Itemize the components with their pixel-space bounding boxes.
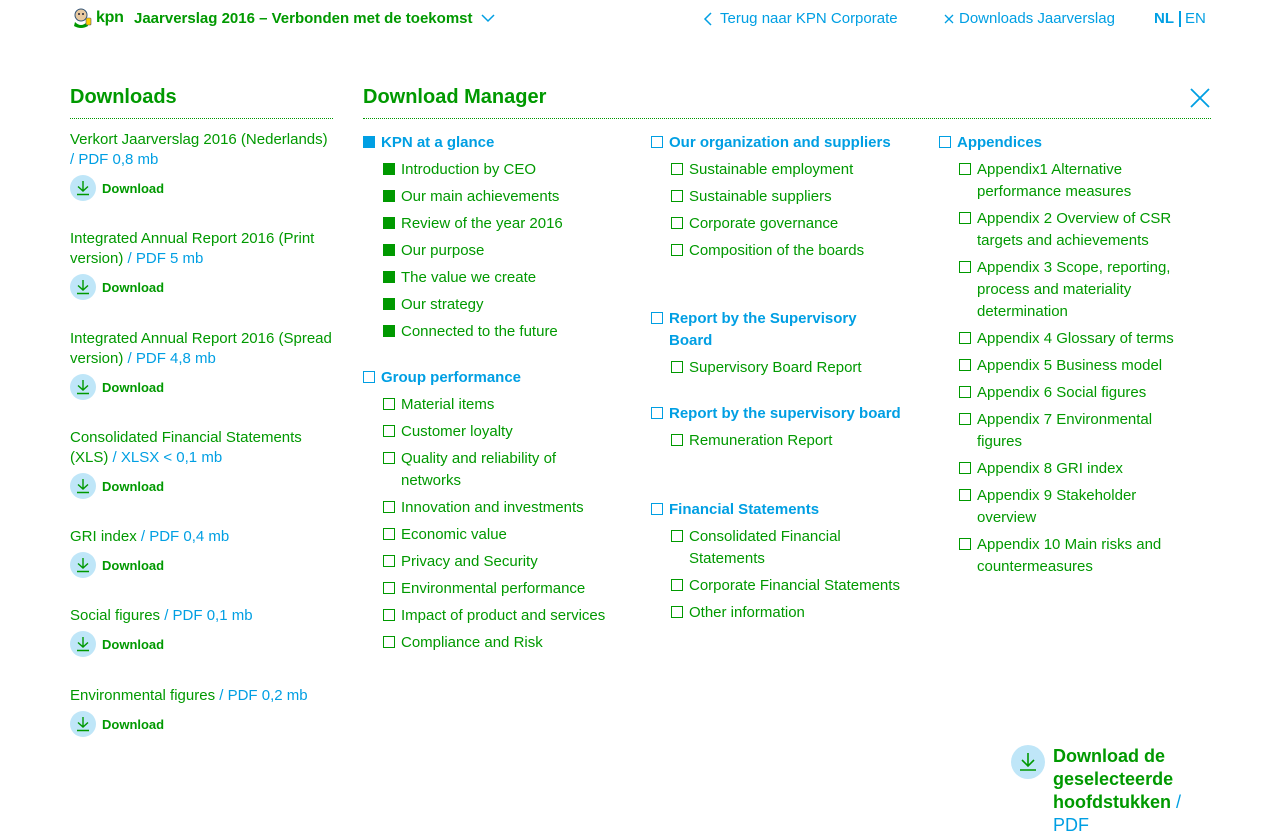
download-button-label: Download xyxy=(102,279,165,295)
section-checkbox-row[interactable] xyxy=(651,213,901,235)
section-checkbox-row[interactable] xyxy=(363,267,613,289)
download-button[interactable] xyxy=(70,175,333,201)
download-item-meta: / XLSX < 0,1 mb xyxy=(108,449,223,466)
section-checkbox[interactable] xyxy=(671,606,683,618)
section-label: Privacy and Security xyxy=(401,553,538,570)
section-label: Customer loyalty xyxy=(401,423,513,440)
download-item-title: Social figures xyxy=(70,607,161,624)
section-label: Introduction by CEO xyxy=(401,161,537,178)
section-checkbox-row[interactable] xyxy=(363,159,613,181)
download-item-meta: / PDF 0,2 mb xyxy=(215,687,308,704)
section-label: Compliance and Risk xyxy=(401,634,543,651)
chapter-checkbox[interactable] xyxy=(363,371,375,383)
section-checkbox[interactable] xyxy=(383,298,395,310)
section-checkbox[interactable] xyxy=(671,579,683,591)
download-item-name xyxy=(70,329,333,369)
section-label: Appendix 7 Environmental figures xyxy=(977,411,1153,450)
section-checkbox[interactable] xyxy=(383,425,395,437)
lang-divider xyxy=(1179,11,1181,27)
download-selected-meta: / PDF xyxy=(1053,792,1182,835)
kpn-mascot-icon xyxy=(70,6,94,30)
section-checkbox-row[interactable] xyxy=(363,605,613,627)
chapter-checkbox[interactable] xyxy=(651,407,663,419)
section-label: Appendix 9 Stakeholder overview xyxy=(977,487,1137,526)
download-icon xyxy=(70,552,96,578)
section-checkbox[interactable] xyxy=(383,325,395,337)
section-checkbox[interactable] xyxy=(671,217,683,229)
download-item xyxy=(70,527,333,578)
download-item-title: Consolidated Financial Statements (XLS) xyxy=(70,429,302,466)
section-checkbox[interactable] xyxy=(671,190,683,202)
section-checkbox[interactable] xyxy=(383,244,395,256)
download-item xyxy=(70,130,333,201)
section-checkbox[interactable] xyxy=(383,163,395,175)
download-button-label: Download xyxy=(102,478,165,494)
section-label: Supervisory Board Report xyxy=(689,359,862,376)
download-button-label: Download xyxy=(102,636,165,652)
section-label: Connected to the future xyxy=(401,323,558,340)
chevron-left-icon xyxy=(704,12,712,26)
lang-nl[interactable]: NL xyxy=(1154,10,1174,27)
section-checkbox[interactable] xyxy=(383,636,395,648)
section-label: Environmental performance xyxy=(401,580,586,597)
chapter-checkbox-row[interactable] xyxy=(939,132,1189,154)
section-label: Appendix 3 Scope, reporting, process and materiality determination xyxy=(977,259,1171,320)
chapter-title: Financial Statements xyxy=(669,501,820,518)
chapter-group xyxy=(651,403,901,452)
section-checkbox[interactable] xyxy=(959,212,971,224)
section-checkbox-row[interactable] xyxy=(939,458,1189,480)
download-item-name xyxy=(70,428,333,468)
download-button[interactable] xyxy=(70,274,333,300)
chapter-checkbox-row[interactable] xyxy=(363,367,613,389)
section-label: Appendix 10 Main risks and countermeasures xyxy=(977,536,1162,575)
download-button-label: Download xyxy=(102,716,165,732)
download-item xyxy=(70,329,333,400)
section-checkbox-row[interactable] xyxy=(363,394,613,416)
section-checkbox-row[interactable] xyxy=(651,575,901,597)
section-checkbox-row[interactable] xyxy=(363,632,613,654)
section-checkbox-row[interactable] xyxy=(363,421,613,443)
section-checkbox-row[interactable] xyxy=(363,186,613,208)
download-item-meta: / PDF 0,8 mb xyxy=(70,151,159,168)
section-checkbox[interactable] xyxy=(383,528,395,540)
section-checkbox-row[interactable] xyxy=(939,409,1189,453)
section-checkbox[interactable] xyxy=(959,163,971,175)
section-label: Review of the year 2016 xyxy=(401,215,563,232)
download-item xyxy=(70,686,333,737)
chapter-title: Report by the supervisory board xyxy=(669,405,901,422)
back-to-corporate-link[interactable] xyxy=(704,10,898,27)
download-icon xyxy=(70,374,96,400)
section-checkbox-row[interactable] xyxy=(939,328,1189,350)
downloads-panel xyxy=(70,86,333,119)
close-icon xyxy=(944,14,954,24)
section-checkbox-row[interactable] xyxy=(363,321,613,343)
section-checkbox-row[interactable] xyxy=(651,159,901,181)
download-item-meta: / PDF 5 mb xyxy=(123,250,204,267)
section-checkbox-row[interactable] xyxy=(651,240,901,262)
report-title: Jaarverslag 2016 – Verbonden met de toekomst xyxy=(134,10,473,27)
section-checkbox[interactable] xyxy=(959,359,971,371)
download-item-name xyxy=(70,686,333,706)
chapter-checkbox-row[interactable] xyxy=(651,132,901,154)
section-label: Remuneration Report xyxy=(689,432,833,449)
section-label: Our purpose xyxy=(401,242,485,259)
section-checkbox-row[interactable] xyxy=(939,257,1189,323)
download-item-title: Verkort Jaarverslag 2016 (Nederlands) xyxy=(70,131,328,148)
back-link-label: Terug naar KPN Corporate xyxy=(720,10,898,27)
section-checkbox[interactable] xyxy=(959,332,971,344)
chapter-checkbox-row[interactable] xyxy=(651,403,901,425)
section-label: Composition of the boards xyxy=(689,242,865,259)
chapter-title: Report by the Supervisory Board xyxy=(669,310,857,349)
download-item-title: Integrated Annual Report 2016 (Spread version) xyxy=(70,330,332,367)
section-checkbox-row[interactable] xyxy=(651,602,901,624)
section-checkbox[interactable] xyxy=(383,609,395,621)
download-item-meta: / PDF 0,4 mb xyxy=(136,528,230,545)
download-item-title: Environmental figures xyxy=(70,687,216,704)
chapter-group xyxy=(651,499,901,624)
close-icon[interactable] xyxy=(1189,87,1211,109)
downloads-link-label: Downloads Jaarverslag xyxy=(959,10,1115,27)
section-label: The value we create xyxy=(401,269,537,286)
section-label: Other information xyxy=(689,604,805,621)
section-checkbox-row[interactable] xyxy=(651,357,901,379)
chapter-checkbox[interactable] xyxy=(651,136,663,148)
section-label: Corporate Financial Statements xyxy=(689,577,900,594)
download-manager-title xyxy=(363,86,1211,119)
download-item-meta: / PDF 0,1 mb xyxy=(160,607,253,624)
download-item xyxy=(70,606,333,657)
chapter-group xyxy=(363,132,613,343)
download-icon xyxy=(1011,745,1045,779)
chapter-group xyxy=(651,132,901,262)
downloads-title: Downloads xyxy=(70,86,333,119)
download-button[interactable] xyxy=(70,473,333,499)
logo-text: kpn xyxy=(96,9,124,26)
chapter-title: Group performance xyxy=(381,369,522,386)
section-label: Material items xyxy=(401,396,495,413)
chevron-down-icon xyxy=(481,10,495,27)
section-label: Appendix 5 Business model xyxy=(977,357,1163,374)
download-button-label: Download xyxy=(102,379,165,395)
section-label: Appendix 2 Overview of CSR targets and achievements xyxy=(977,210,1172,249)
report-title-dropdown[interactable] xyxy=(134,10,495,27)
section-checkbox-row[interactable] xyxy=(651,430,901,452)
section-checkbox[interactable] xyxy=(383,190,395,202)
download-selected-text: Download de geselecteerde hoofdstukken xyxy=(1053,746,1174,812)
download-item-name xyxy=(70,130,333,170)
download-item-name xyxy=(70,527,333,547)
section-checkbox-row[interactable] xyxy=(363,578,613,600)
section-checkbox-row[interactable] xyxy=(651,186,901,208)
section-checkbox[interactable] xyxy=(959,386,971,398)
section-checkbox[interactable] xyxy=(383,217,395,229)
download-item-name xyxy=(70,229,333,269)
download-button-label: Download xyxy=(102,557,165,573)
download-button[interactable] xyxy=(70,711,333,737)
section-checkbox[interactable] xyxy=(959,261,971,273)
section-checkbox-row[interactable] xyxy=(363,240,613,262)
download-selected-button[interactable] xyxy=(1011,745,1203,837)
section-label: Quality and reliability of networks xyxy=(401,450,557,489)
section-checkbox-row[interactable] xyxy=(363,213,613,235)
download-manager xyxy=(363,86,1211,119)
chapter-title: Our organization and suppliers xyxy=(669,134,891,151)
section-label: Impact of product and services xyxy=(401,607,606,624)
download-icon xyxy=(70,711,96,737)
section-checkbox[interactable] xyxy=(383,555,395,567)
section-label: Appendix 4 Glossary of terms xyxy=(977,330,1174,347)
section-checkbox[interactable] xyxy=(383,582,395,594)
section-checkbox[interactable] xyxy=(959,413,971,425)
section-checkbox[interactable] xyxy=(671,530,683,542)
download-button[interactable] xyxy=(70,374,333,400)
section-checkbox[interactable] xyxy=(671,434,683,446)
lang-en[interactable]: EN xyxy=(1185,10,1206,27)
download-selected-label xyxy=(1053,745,1203,837)
section-label: Consolidated Financial Statements xyxy=(689,528,841,567)
section-checkbox-row[interactable] xyxy=(939,485,1189,529)
kpn-logo[interactable] xyxy=(70,6,124,30)
download-item-title: GRI index xyxy=(70,528,137,545)
section-checkbox-row[interactable] xyxy=(939,159,1189,203)
section-label: Sustainable suppliers xyxy=(689,188,832,205)
download-item xyxy=(70,428,333,499)
download-button[interactable] xyxy=(70,631,333,657)
section-label: Appendix1 Alternative performance measures xyxy=(977,161,1132,200)
section-label: Innovation and investments xyxy=(401,499,584,516)
section-checkbox-row[interactable] xyxy=(939,534,1189,578)
chapter-checkbox[interactable] xyxy=(363,136,375,148)
section-label: Our strategy xyxy=(401,296,484,313)
section-checkbox-row[interactable] xyxy=(363,497,613,519)
chapter-checkbox-row[interactable] xyxy=(363,132,613,154)
section-checkbox-row[interactable] xyxy=(939,208,1189,252)
chapter-checkbox-row[interactable] xyxy=(651,499,901,521)
chapter-checkbox[interactable] xyxy=(939,136,951,148)
chapter-group xyxy=(363,367,613,654)
section-checkbox-row[interactable] xyxy=(363,551,613,573)
chapter-title: KPN at a glance xyxy=(381,134,495,151)
section-checkbox-row[interactable] xyxy=(363,524,613,546)
section-checkbox[interactable] xyxy=(383,501,395,513)
download-item-meta: / PDF 4,8 mb xyxy=(123,350,216,367)
chapter-checkbox[interactable] xyxy=(651,312,663,324)
download-icon xyxy=(70,473,96,499)
language-switcher xyxy=(1154,10,1206,27)
chapter-checkbox-row[interactable] xyxy=(651,308,901,352)
section-checkbox-row[interactable] xyxy=(939,355,1189,377)
section-label: Economic value xyxy=(401,526,507,543)
section-checkbox[interactable] xyxy=(383,452,395,464)
download-icon xyxy=(70,631,96,657)
header xyxy=(0,0,1281,40)
section-checkbox-row[interactable] xyxy=(363,294,613,316)
download-manager-title-text: Download Manager xyxy=(363,86,547,108)
section-label: Our main achievements xyxy=(401,188,560,205)
section-checkbox[interactable] xyxy=(671,244,683,256)
section-label: Sustainable employment xyxy=(689,161,854,178)
section-checkbox[interactable] xyxy=(959,489,971,501)
section-checkbox[interactable] xyxy=(383,398,395,410)
download-button-label: Download xyxy=(102,180,165,196)
downloads-report-link[interactable] xyxy=(944,10,1115,27)
section-checkbox[interactable] xyxy=(671,163,683,175)
section-checkbox[interactable] xyxy=(671,361,683,373)
section-label: Appendix 8 GRI index xyxy=(977,460,1123,477)
chapter-checkbox[interactable] xyxy=(651,503,663,515)
chapter-group xyxy=(651,308,901,379)
download-icon xyxy=(70,274,96,300)
download-item-name xyxy=(70,606,333,626)
chapter-group xyxy=(939,132,1189,578)
section-checkbox[interactable] xyxy=(959,462,971,474)
download-item-title: Integrated Annual Report 2016 (Print version) xyxy=(70,230,315,267)
section-checkbox-row[interactable] xyxy=(939,382,1189,404)
section-checkbox-row[interactable] xyxy=(651,526,901,570)
chapter-title: Appendices xyxy=(957,134,1043,151)
section-checkbox-row[interactable] xyxy=(363,448,613,492)
download-icon xyxy=(70,175,96,201)
section-checkbox[interactable] xyxy=(959,538,971,550)
download-button[interactable] xyxy=(70,552,333,578)
section-label: Appendix 6 Social figures xyxy=(977,384,1147,401)
section-checkbox[interactable] xyxy=(383,271,395,283)
download-item xyxy=(70,229,333,300)
section-label: Corporate governance xyxy=(689,215,839,232)
